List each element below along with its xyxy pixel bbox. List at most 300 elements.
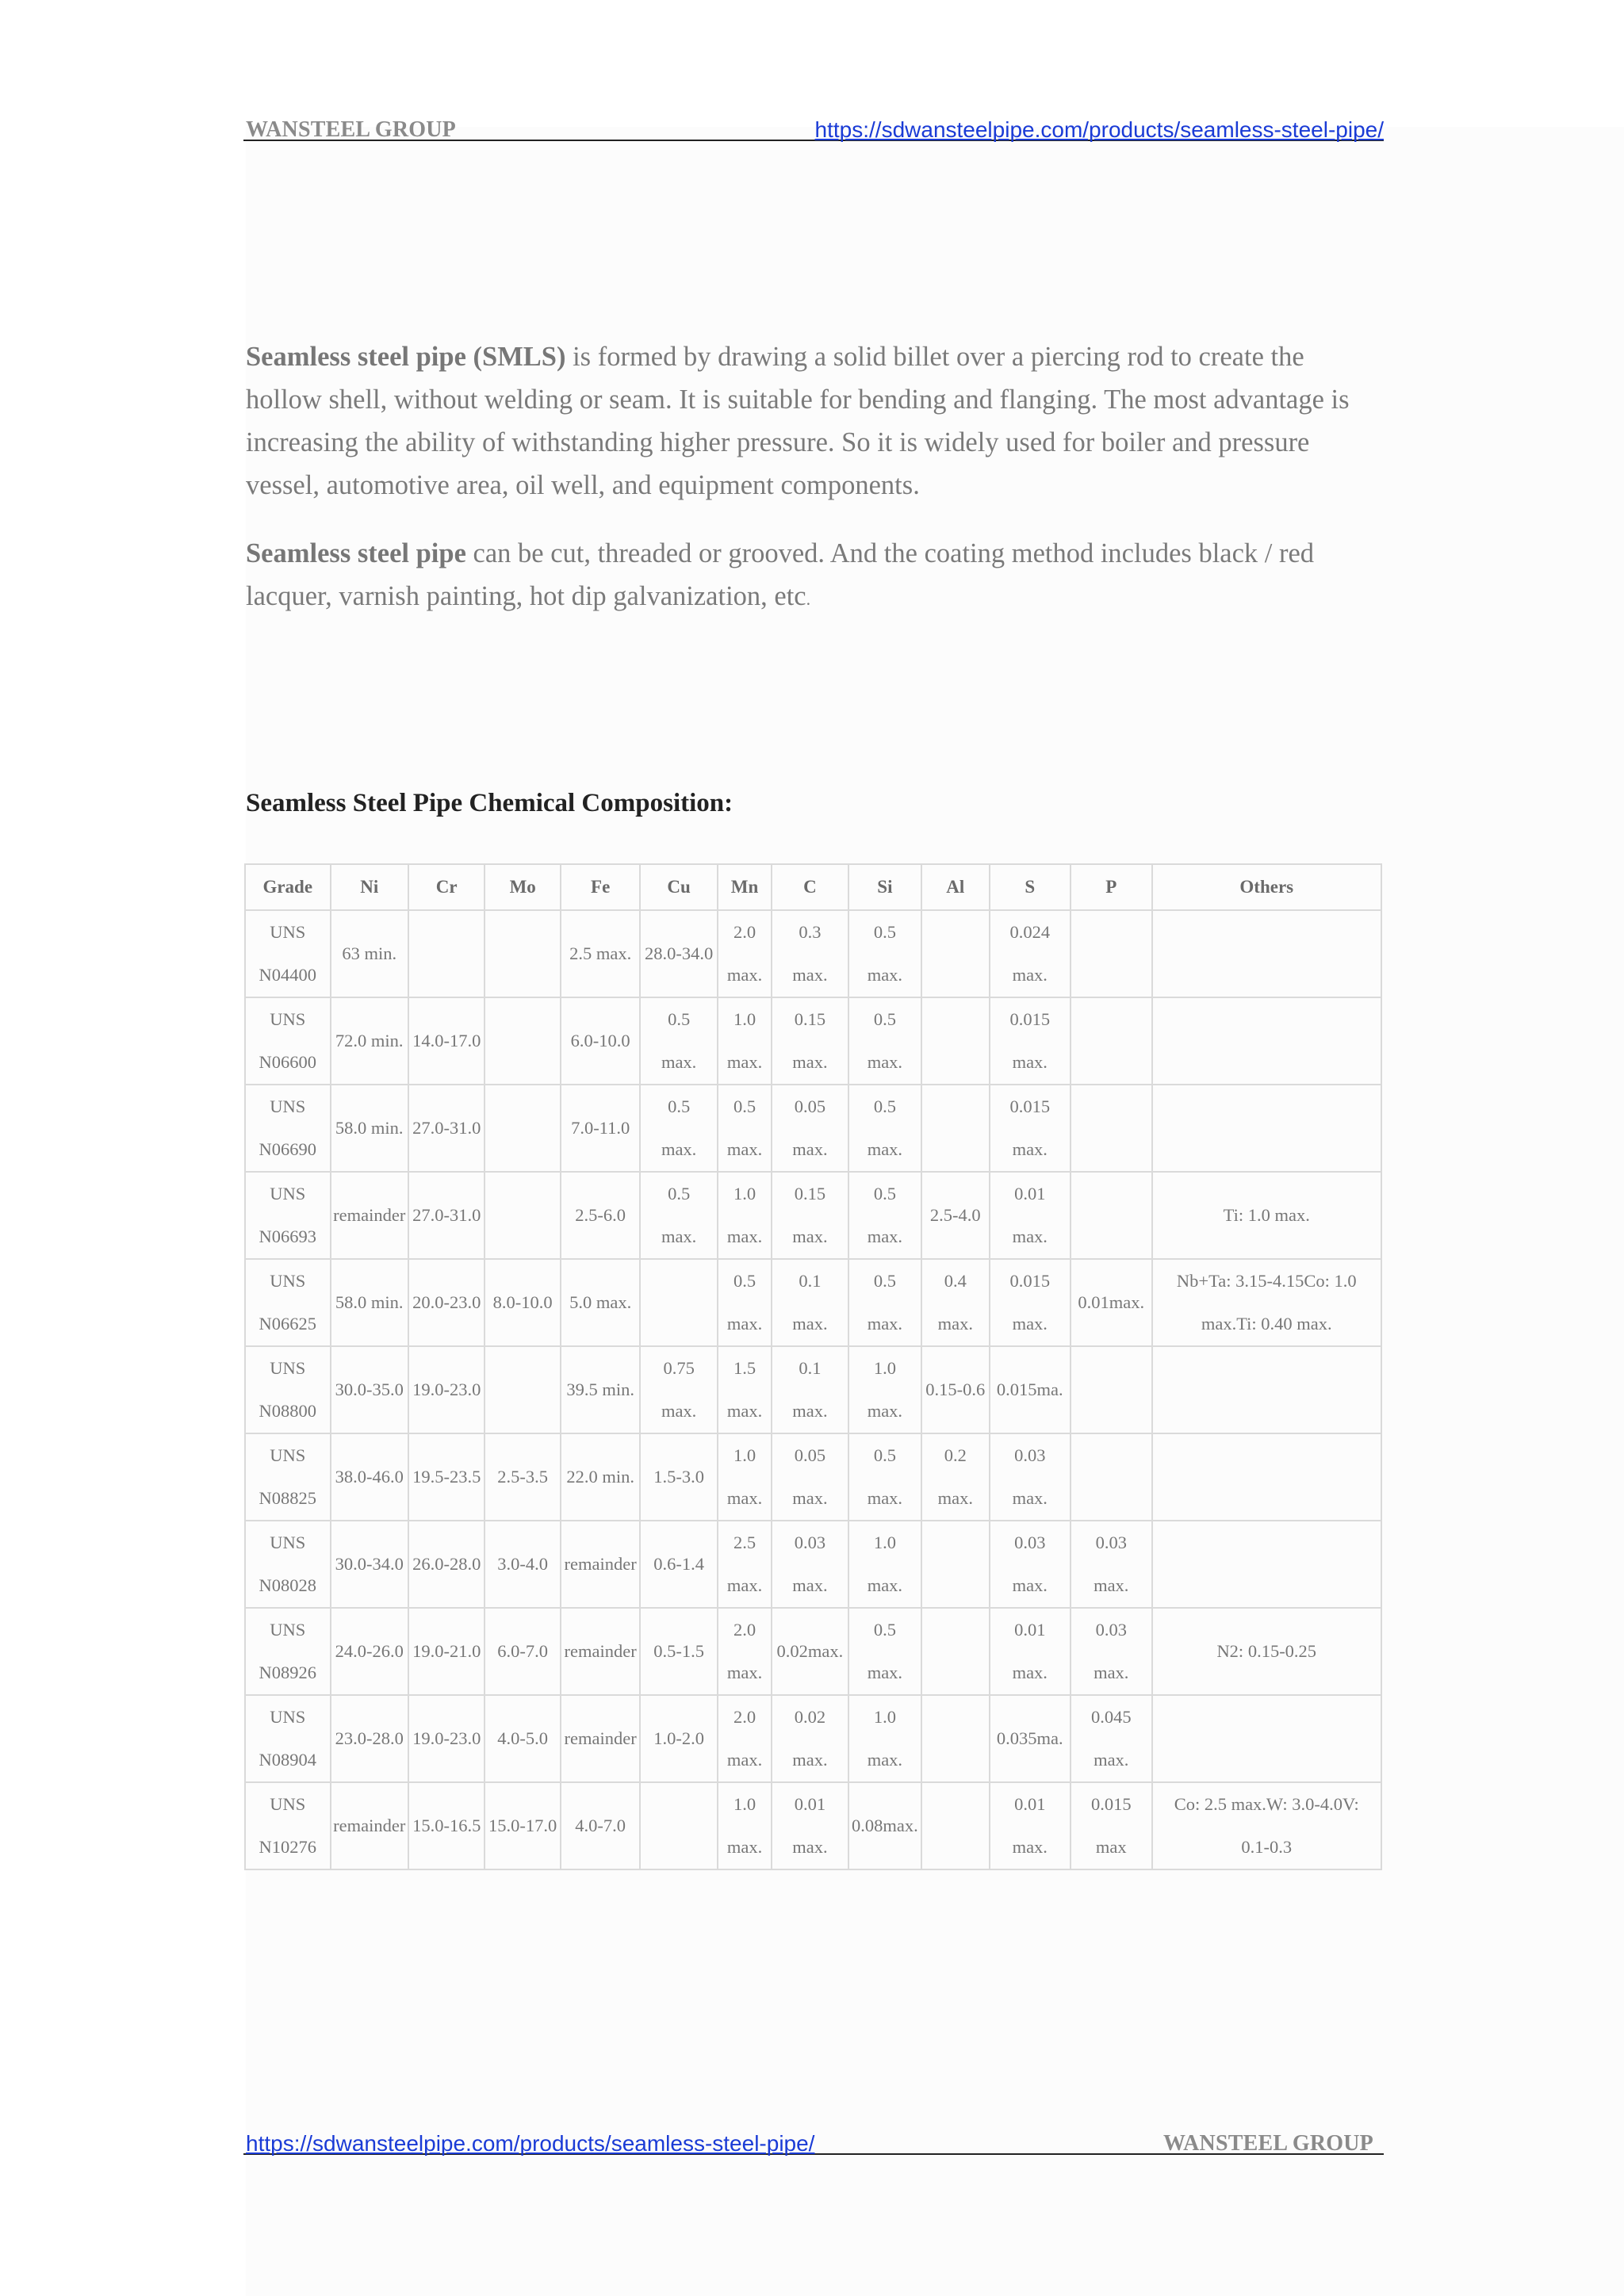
table-cell-mo xyxy=(485,1259,560,1346)
cell-value: N2: 0.15-0.25 xyxy=(1216,1641,1317,1661)
table-cell-al xyxy=(921,1521,989,1608)
cell-value: 38.0-46.0 xyxy=(335,1467,404,1487)
column-header-grade: Grade xyxy=(245,864,331,910)
cell-value: 0.01 max. xyxy=(1012,1184,1048,1246)
table-cell-si xyxy=(848,1259,921,1346)
table-cell-mn xyxy=(718,910,772,997)
column-header-others: Others xyxy=(1152,864,1382,910)
table-cell-cr xyxy=(408,1433,485,1521)
table-cell-fe xyxy=(561,910,640,997)
cell-value: 7.0-11.0 xyxy=(571,1118,630,1138)
table-cell-c xyxy=(772,1521,848,1608)
table-row xyxy=(245,1172,1381,1259)
cell-value: 0.5 max. xyxy=(867,1184,903,1246)
table-cell-fe xyxy=(561,1433,640,1521)
page-footer xyxy=(243,2131,1384,2155)
table-cell-c xyxy=(772,997,848,1085)
table-cell-others xyxy=(1152,1782,1382,1869)
table-cell-si xyxy=(848,910,921,997)
table-cell-others xyxy=(1152,1172,1382,1259)
cell-value: 0.02 max. xyxy=(792,1707,828,1770)
intro-p2-text: can be cut, threaded or grooved. And the coating method includes black / red lacquer, varnish painting, hot dip galvanization, etc xyxy=(246,538,1315,611)
intro-p2-bold: Seamless steel pipe xyxy=(246,538,466,568)
table-cell-others xyxy=(1152,997,1382,1085)
table-cell-grade xyxy=(245,1782,331,1869)
table-cell-others xyxy=(1152,1695,1382,1782)
table-cell-others xyxy=(1152,1085,1382,1172)
table-cell-al xyxy=(921,1172,989,1259)
table-cell-fe xyxy=(561,997,640,1085)
table-row xyxy=(245,1608,1381,1695)
cell-value: 0.5 max. xyxy=(661,1184,697,1246)
table-cell-mn xyxy=(718,1172,772,1259)
table-cell-s xyxy=(990,1521,1071,1608)
table-cell-ni xyxy=(331,1521,408,1608)
intro-p1-bold: Seamless steel pipe (SMLS) xyxy=(246,342,566,372)
cell-value: UNS N04400 xyxy=(259,922,316,985)
table-cell-mn xyxy=(718,1608,772,1695)
cell-value: 72.0 min. xyxy=(335,1031,404,1050)
table-cell-fe xyxy=(561,1521,640,1608)
table-cell-al xyxy=(921,1259,989,1346)
cell-value: 0.15-0.6 xyxy=(925,1380,986,1399)
cell-value: 0.01 max. xyxy=(1012,1794,1048,1857)
cell-value: 0.5 max. xyxy=(867,922,903,985)
cell-value: remainder xyxy=(333,1205,406,1225)
table-cell-others xyxy=(1152,1259,1382,1346)
cell-value: 15.0-16.5 xyxy=(412,1816,481,1835)
table-cell-cu xyxy=(640,910,717,997)
cell-value: 58.0 min. xyxy=(335,1292,404,1312)
table-cell-al xyxy=(921,1695,989,1782)
table-cell-si xyxy=(848,1085,921,1172)
cell-value: 1.0-2.0 xyxy=(653,1728,704,1748)
cell-value: 0.045 max. xyxy=(1090,1707,1132,1770)
table-cell-ni xyxy=(331,1259,408,1346)
cell-value: 1.5-3.0 xyxy=(653,1467,704,1487)
cell-value: 0.03 max. xyxy=(792,1533,828,1595)
cell-value: 0.2 max. xyxy=(937,1445,973,1508)
table-cell-ni xyxy=(331,1346,408,1433)
table-cell-c xyxy=(772,1608,848,1695)
table-cell-fe xyxy=(561,1346,640,1433)
cell-value: 0.5 max. xyxy=(867,1009,903,1072)
cell-value: 0.015 max. xyxy=(1009,1009,1051,1072)
table-cell-fe xyxy=(561,1085,640,1172)
cell-value: 1.5 max. xyxy=(726,1358,763,1421)
table-cell-fe xyxy=(561,1172,640,1259)
table-cell-fe xyxy=(561,1695,640,1782)
cell-value: 0.015 max. xyxy=(1009,1271,1051,1334)
table-cell-s xyxy=(990,1695,1071,1782)
footer-url-link[interactable]: https://sdwansteelpipe.com/products/seamless-steel-pipe/ xyxy=(246,2131,815,2156)
table-row xyxy=(245,1433,1381,1521)
table-row xyxy=(245,1695,1381,1782)
table-cell-si xyxy=(848,1172,921,1259)
table-cell-mn xyxy=(718,1259,772,1346)
cell-value: 5.0 max. xyxy=(569,1292,632,1312)
cell-value: 0.15 max. xyxy=(792,1009,828,1072)
table-cell-p xyxy=(1071,910,1152,997)
cell-value: 19.5-23.5 xyxy=(412,1467,481,1487)
table-cell-grade xyxy=(245,1521,331,1608)
table-cell-al xyxy=(921,1608,989,1695)
table-cell-cr xyxy=(408,1695,485,1782)
cell-value: 39.5 min. xyxy=(566,1380,634,1399)
table-cell-cr xyxy=(408,1608,485,1695)
table-row xyxy=(245,1259,1381,1346)
table-row xyxy=(245,910,1381,997)
cell-value: 1.0 max. xyxy=(726,1184,763,1246)
cell-value: UNS N06690 xyxy=(259,1096,316,1159)
cell-value: 0.03 max. xyxy=(1012,1533,1048,1595)
table-cell-p xyxy=(1071,1608,1152,1695)
column-header-fe: Fe xyxy=(561,864,640,910)
table-cell-si xyxy=(848,997,921,1085)
cell-value: 23.0-28.0 xyxy=(335,1728,404,1748)
table-cell-cu xyxy=(640,1782,717,1869)
cell-value: 0.01max. xyxy=(1078,1292,1145,1312)
table-cell-s xyxy=(990,997,1071,1085)
cell-value: 2.5-6.0 xyxy=(575,1205,626,1225)
column-header-cr: Cr xyxy=(408,864,485,910)
table-cell-cr xyxy=(408,910,485,997)
cell-value: UNS N08926 xyxy=(259,1620,316,1682)
cell-value: 0.5 max. xyxy=(867,1096,903,1159)
table-header-row xyxy=(245,864,1381,910)
cell-value: 2.5-3.5 xyxy=(497,1467,549,1487)
table-cell-ni xyxy=(331,1433,408,1521)
cell-value: UNS N08825 xyxy=(259,1445,316,1508)
table-cell-mo xyxy=(485,1346,560,1433)
column-header-ni: Ni xyxy=(331,864,408,910)
table-cell-s xyxy=(990,1782,1071,1869)
cell-value: remainder xyxy=(564,1554,637,1574)
cell-value: remainder xyxy=(564,1728,637,1748)
cell-value: 4.0-5.0 xyxy=(497,1728,549,1748)
table-row xyxy=(245,1346,1381,1433)
table-cell-cr xyxy=(408,1521,485,1608)
table-body xyxy=(245,910,1381,1869)
table-cell-c xyxy=(772,1172,848,1259)
table-cell-al xyxy=(921,1782,989,1869)
table-cell-grade xyxy=(245,997,331,1085)
table-cell-al xyxy=(921,910,989,997)
table-cell-s xyxy=(990,1608,1071,1695)
cell-value: 0.03 max. xyxy=(1094,1533,1129,1595)
table-cell-c xyxy=(772,1259,848,1346)
cell-value: 0.03 max. xyxy=(1012,1445,1048,1508)
cell-value: UNS N06693 xyxy=(259,1184,316,1246)
cell-value: 0.3 max. xyxy=(792,922,828,985)
cell-value: 2.0 max. xyxy=(726,922,763,985)
cell-value: 19.0-23.0 xyxy=(412,1728,481,1748)
cell-value: 1.0 max. xyxy=(726,1009,763,1072)
cell-value: 0.02max. xyxy=(776,1641,844,1661)
footer-brand: WANSTEEL GROUP xyxy=(1163,2131,1373,2156)
table-cell-mn xyxy=(718,997,772,1085)
cell-value: 0.024 max. xyxy=(1009,922,1051,985)
column-header-s: S xyxy=(990,864,1071,910)
table-cell-ni xyxy=(331,1085,408,1172)
table-cell-cu xyxy=(640,1608,717,1695)
cell-value: 0.08max. xyxy=(852,1816,918,1835)
table-cell-si xyxy=(848,1782,921,1869)
column-header-mn: Mn xyxy=(718,864,772,910)
table-cell-cr xyxy=(408,1346,485,1433)
table-cell-ni xyxy=(331,1695,408,1782)
table-cell-cr xyxy=(408,1782,485,1869)
cell-value: Ti: 1.0 max. xyxy=(1223,1205,1310,1225)
cell-value: 0.01 max. xyxy=(1012,1620,1048,1682)
table-cell-others xyxy=(1152,910,1382,997)
table-cell-s xyxy=(990,1085,1071,1172)
table-cell-ni xyxy=(331,1172,408,1259)
cell-value: 0.5 max. xyxy=(661,1009,697,1072)
intro-paragraph-2 xyxy=(246,532,1380,621)
table-cell-fe xyxy=(561,1259,640,1346)
cell-value: Co: 2.5 max.W: 3.0-4.0V: 0.1-0.3 xyxy=(1174,1794,1359,1857)
cell-value: 30.0-34.0 xyxy=(335,1554,404,1574)
table-cell-si xyxy=(848,1608,921,1695)
table-cell-c xyxy=(772,1085,848,1172)
cell-value: remainder xyxy=(564,1641,637,1661)
cell-value: UNS N06600 xyxy=(259,1009,316,1072)
cell-value: 0.5 max. xyxy=(867,1620,903,1682)
table-cell-p xyxy=(1071,1521,1152,1608)
intro-section xyxy=(246,335,1380,646)
cell-value: 0.5-1.5 xyxy=(653,1641,704,1661)
cell-value: 3.0-4.0 xyxy=(497,1554,549,1574)
cell-value: UNS N08904 xyxy=(259,1707,316,1770)
table-cell-p xyxy=(1071,1085,1152,1172)
table-row xyxy=(245,1085,1381,1172)
cell-value: 1.0 max. xyxy=(867,1707,903,1770)
page-header xyxy=(243,117,1384,141)
column-header-c: C xyxy=(772,864,848,910)
cell-value: 6.0-10.0 xyxy=(570,1031,630,1050)
table-cell-al xyxy=(921,1085,989,1172)
table-cell-mo xyxy=(485,910,560,997)
table-cell-si xyxy=(848,1433,921,1521)
table-cell-others xyxy=(1152,1521,1382,1608)
table-cell-others xyxy=(1152,1346,1382,1433)
table-cell-fe xyxy=(561,1782,640,1869)
cell-value: UNS N08800 xyxy=(259,1358,316,1421)
table-cell-al xyxy=(921,1433,989,1521)
table-cell-ni xyxy=(331,1608,408,1695)
cell-value: 22.0 min. xyxy=(566,1467,634,1487)
cell-value: 20.0-23.0 xyxy=(412,1292,481,1312)
table-cell-mn xyxy=(718,1346,772,1433)
table-cell-grade xyxy=(245,1608,331,1695)
table-cell-cu xyxy=(640,1521,717,1608)
table-cell-grade xyxy=(245,1172,331,1259)
table-cell-cu xyxy=(640,1346,717,1433)
table-cell-cu xyxy=(640,1695,717,1782)
cell-value: 63 min. xyxy=(342,943,397,963)
cell-value: 0.75 max. xyxy=(661,1358,697,1421)
cell-value: 27.0-31.0 xyxy=(412,1118,481,1138)
table-cell-p xyxy=(1071,1172,1152,1259)
table-cell-mn xyxy=(718,1085,772,1172)
table-cell-mo xyxy=(485,997,560,1085)
table-cell-p xyxy=(1071,1782,1152,1869)
table-cell-cr xyxy=(408,1259,485,1346)
cell-value: 8.0-10.0 xyxy=(492,1292,553,1312)
table-cell-ni xyxy=(331,997,408,1085)
table-cell-c xyxy=(772,1346,848,1433)
cell-value: 2.0 max. xyxy=(726,1707,763,1770)
column-header-p: P xyxy=(1071,864,1152,910)
cell-value: 0.015ma. xyxy=(996,1380,1063,1399)
cell-value: 27.0-31.0 xyxy=(412,1205,481,1225)
cell-value: 0.4 max. xyxy=(937,1271,973,1334)
cell-value: 1.0 max. xyxy=(867,1358,903,1421)
cell-value: 24.0-26.0 xyxy=(335,1641,404,1661)
cell-value: 0.1 max. xyxy=(792,1271,828,1334)
table-cell-grade xyxy=(245,910,331,997)
table-cell-ni xyxy=(331,1782,408,1869)
table-cell-mo xyxy=(485,1608,560,1695)
table-cell-s xyxy=(990,1433,1071,1521)
cell-value: 19.0-23.0 xyxy=(412,1380,481,1399)
cell-value: remainder xyxy=(333,1816,406,1835)
table-cell-al xyxy=(921,1346,989,1433)
header-url-link[interactable]: https://sdwansteelpipe.com/products/seamless-steel-pipe/ xyxy=(814,117,1384,142)
table-cell-mo xyxy=(485,1782,560,1869)
cell-value: 14.0-17.0 xyxy=(412,1031,481,1050)
table-cell-cu xyxy=(640,1433,717,1521)
table-cell-others xyxy=(1152,1433,1382,1521)
cell-value: 1.0 max. xyxy=(726,1794,763,1857)
table-cell-mo xyxy=(485,1433,560,1521)
cell-value: 0.1 max. xyxy=(792,1358,828,1421)
table-cell-c xyxy=(772,1782,848,1869)
table-cell-cr xyxy=(408,997,485,1085)
intro-paragraph-1 xyxy=(246,335,1380,507)
cell-value: 0.05 max. xyxy=(792,1096,828,1159)
table-cell-mn xyxy=(718,1695,772,1782)
header-brand: WANSTEEL GROUP xyxy=(246,117,456,142)
cell-value: 0.6-1.4 xyxy=(653,1554,704,1574)
table-cell-mn xyxy=(718,1521,772,1608)
table-cell-p xyxy=(1071,1695,1152,1782)
cell-value: 15.0-17.0 xyxy=(488,1816,557,1835)
table-row xyxy=(245,997,1381,1085)
table-cell-c xyxy=(772,910,848,997)
table-cell-p xyxy=(1071,1259,1152,1346)
cell-value: UNS N10276 xyxy=(259,1794,316,1857)
table-cell-grade xyxy=(245,1346,331,1433)
table-cell-cr xyxy=(408,1172,485,1259)
table-cell-grade xyxy=(245,1259,331,1346)
cell-value: 0.5 max. xyxy=(661,1096,697,1159)
table-cell-s xyxy=(990,910,1071,997)
cell-value: 1.0 max. xyxy=(726,1445,763,1508)
cell-value: 58.0 min. xyxy=(335,1118,404,1138)
table-cell-ni xyxy=(331,910,408,997)
table-cell-grade xyxy=(245,1085,331,1172)
table-cell-si xyxy=(848,1695,921,1782)
table-cell-c xyxy=(772,1695,848,1782)
table-cell-mn xyxy=(718,1782,772,1869)
cell-value: 0.5 max. xyxy=(726,1271,763,1334)
table-row xyxy=(245,1782,1381,1869)
table-row xyxy=(245,1521,1381,1608)
table-cell-grade xyxy=(245,1433,331,1521)
table-cell-mn xyxy=(718,1433,772,1521)
table-cell-cu xyxy=(640,997,717,1085)
cell-value: UNS N06625 xyxy=(259,1271,316,1334)
table-cell-s xyxy=(990,1259,1071,1346)
cell-value: 0.05 max. xyxy=(792,1445,828,1508)
cell-value: UNS N08028 xyxy=(259,1533,316,1595)
column-header-si: Si xyxy=(848,864,921,910)
table-cell-fe xyxy=(561,1608,640,1695)
table-cell-s xyxy=(990,1172,1071,1259)
cell-value: 0.015 max. xyxy=(1009,1096,1051,1159)
table-cell-c xyxy=(772,1433,848,1521)
table-cell-others xyxy=(1152,1608,1382,1695)
cell-value: 1.0 max. xyxy=(867,1533,903,1595)
cell-value: 0.015 max xyxy=(1090,1794,1132,1857)
table-cell-si xyxy=(848,1521,921,1608)
intro-p1-text: is formed by drawing a solid billet over a piercing rod to create the hollow shell, without welding or seam. It is suitable for bending and flanging. The most advantage is increasing the ability of withstanding higher pressure. So it is widely used for boiler and pressure vessel, automotive area, oil well, and equipment components. xyxy=(246,342,1350,500)
cell-value: 0.035ma. xyxy=(996,1728,1063,1748)
cell-value: 0.15 max. xyxy=(792,1184,828,1246)
table-cell-p xyxy=(1071,1433,1152,1521)
table-cell-grade xyxy=(245,1695,331,1782)
cell-value: 0.5 max. xyxy=(726,1096,763,1159)
table-cell-mo xyxy=(485,1521,560,1608)
table-cell-al xyxy=(921,997,989,1085)
cell-value: 2.0 max. xyxy=(726,1620,763,1682)
table-cell-mo xyxy=(485,1172,560,1259)
table-cell-si xyxy=(848,1346,921,1433)
table-cell-mo xyxy=(485,1695,560,1782)
table-cell-p xyxy=(1071,1346,1152,1433)
table-cell-cr xyxy=(408,1085,485,1172)
cell-value: 26.0-28.0 xyxy=(412,1554,481,1574)
cell-value: 0.5 max. xyxy=(867,1271,903,1334)
cell-value: 30.0-35.0 xyxy=(335,1380,404,1399)
table-cell-p xyxy=(1071,997,1152,1085)
cell-value: 2.5-4.0 xyxy=(929,1205,981,1225)
cell-value: 28.0-34.0 xyxy=(645,943,714,963)
cell-value: 0.01 max. xyxy=(792,1794,828,1857)
table-cell-cu xyxy=(640,1085,717,1172)
cell-value: 19.0-21.0 xyxy=(412,1641,481,1661)
cell-value: 4.0-7.0 xyxy=(575,1816,626,1835)
column-header-mo: Mo xyxy=(485,864,560,910)
cell-value: 2.5 max. xyxy=(726,1533,763,1595)
table-title: Seamless Steel Pipe Chemical Composition: xyxy=(246,789,733,817)
chemical-composition-table xyxy=(244,863,1382,1870)
cell-value: 0.5 max. xyxy=(867,1445,903,1508)
cell-value: Nb+Ta: 3.15-4.15Co: 1.0 max.Ti: 0.40 max. xyxy=(1176,1271,1357,1334)
table-cell-cu xyxy=(640,1172,717,1259)
table-cell-s xyxy=(990,1346,1071,1433)
column-header-cu: Cu xyxy=(640,864,717,910)
intro-p2-end: . xyxy=(806,589,811,609)
column-header-al: Al xyxy=(921,864,989,910)
cell-value: 6.0-7.0 xyxy=(497,1641,549,1661)
table-cell-mo xyxy=(485,1085,560,1172)
table-cell-cu xyxy=(640,1259,717,1346)
cell-value: 0.03 max. xyxy=(1094,1620,1129,1682)
cell-value: 2.5 max. xyxy=(569,943,632,963)
